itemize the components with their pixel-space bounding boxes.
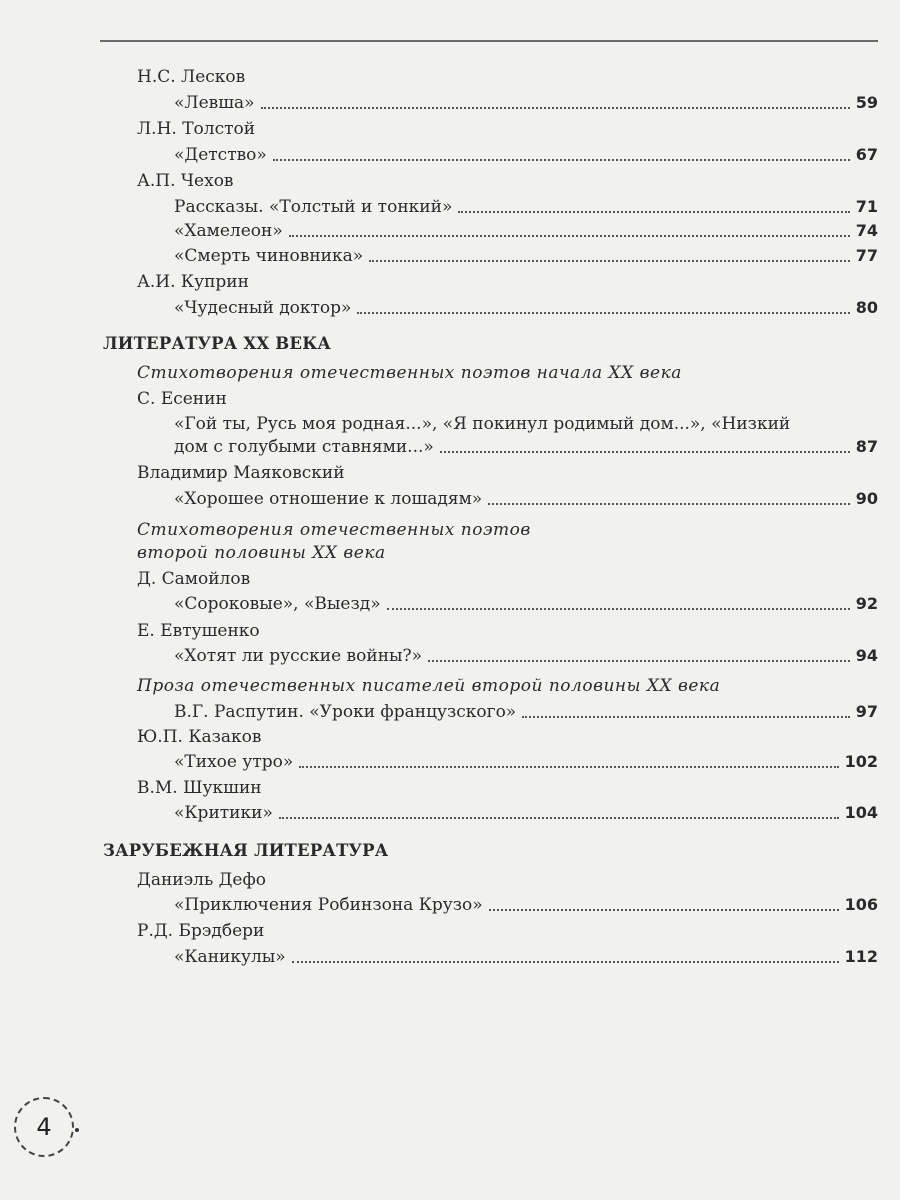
author-mayakovsky: Владимир Маяковский (137, 463, 345, 483)
author-kuprin: А.И. Куприн (137, 272, 249, 292)
entry-title: «Тихое утро» (174, 752, 294, 772)
dot-leader (273, 157, 850, 161)
section-heading-20th-century: ЛИТЕРАТУРА ХХ ВЕКА (103, 334, 332, 353)
toc-entry-sorokovye[interactable] (174, 593, 878, 615)
dot-leader (440, 449, 850, 453)
entry-page: 90 (855, 489, 878, 508)
dot-leader (289, 233, 850, 237)
entry-page: 97 (855, 702, 878, 721)
toc-entry-voiny[interactable] (174, 645, 878, 667)
entry-page: 87 (855, 437, 878, 456)
toc-entry-utro[interactable] (174, 751, 878, 773)
toc-entry-smert[interactable] (174, 245, 878, 267)
toc-entry-kritiki[interactable] (174, 802, 878, 824)
dot-leader (458, 209, 849, 213)
subsection-poets-early: Стихотворения отечественных поэтов начала ХХ века (137, 363, 682, 383)
toc-entry-rasputin[interactable] (174, 701, 878, 723)
dot-leader (279, 815, 839, 819)
author-leskov: Н.С. Лесков (137, 67, 246, 87)
entry-title: «Хамелеон» (174, 221, 283, 241)
dot-leader (387, 606, 850, 610)
dot-leader (489, 907, 839, 911)
entry-page: 92 (855, 594, 878, 613)
toc-entry-loshadi[interactable] (174, 488, 878, 510)
toc-entry-esenin-line1: «Гой ты, Русь моя родная...», «Я покинул родимый дом...», «Низкий (174, 414, 791, 434)
page-number-badge (14, 1097, 74, 1157)
dot-leader (299, 764, 838, 768)
entry-page: 67 (855, 145, 878, 164)
entry-page: 80 (855, 298, 878, 317)
author-shukshin: В.М. Шукшин (137, 778, 262, 798)
section-heading-foreign: ЗАРУБЕЖНАЯ ЛИТЕРАТУРА (103, 841, 389, 860)
author-bradbury: Р.Д. Брэдбери (137, 921, 265, 941)
entry-title: «Каникулы» (174, 947, 286, 967)
entry-title: «Сороковые», «Выезд» (174, 594, 381, 614)
toc-entry-khameleon[interactable] (174, 220, 878, 242)
author-defo: Даниэль Дефо (137, 870, 267, 890)
entry-title: В.Г. Распутин. «Уроки французского» (174, 702, 517, 722)
entry-title: «Смерть чиновника» (174, 246, 364, 266)
entry-title: «Приключения Робинзона Крузо» (174, 895, 483, 915)
entry-title: «Критики» (174, 803, 273, 823)
entry-page: 106 (844, 895, 878, 914)
dot-leader (261, 105, 850, 109)
toc-entry-tolstyi[interactable] (174, 196, 878, 218)
entry-page: 74 (855, 221, 878, 240)
entry-page: 102 (844, 752, 878, 771)
dot-leader (369, 258, 850, 262)
entry-page: 71 (855, 197, 878, 216)
entry-title: «Левша» (174, 93, 255, 113)
author-chekhov: А.П. Чехов (137, 171, 234, 191)
toc-entry-detstvo[interactable] (174, 144, 878, 166)
dot-leader (522, 714, 850, 718)
entry-page: 94 (855, 646, 878, 665)
author-evtushenko: Е. Евтушенко (137, 621, 260, 641)
toc-entry-kruzo[interactable] (174, 894, 878, 916)
top-rule (100, 40, 878, 42)
author-kazakov: Ю.П. Казаков (137, 727, 262, 747)
entry-page: 77 (855, 246, 878, 265)
subsection-poets-late-line2: второй половины ХХ века (137, 543, 386, 563)
subsection-prose: Проза отечественных писателей второй половины ХХ века (137, 676, 721, 696)
dot-leader (488, 501, 850, 505)
entry-title: «Детство» (174, 145, 267, 165)
decorative-dot (75, 1128, 79, 1132)
subsection-poets-late-line1: Стихотворения отечественных поэтов (137, 520, 531, 540)
author-samoilov: Д. Самойлов (137, 569, 251, 589)
dot-leader (357, 310, 849, 314)
toc-entry-kanikuly[interactable] (174, 946, 878, 968)
entry-title: Рассказы. «Толстый и тонкий» (174, 197, 453, 217)
author-tolstoy: Л.Н. Толстой (137, 119, 256, 139)
toc-entry-levsha[interactable] (174, 92, 878, 114)
dot-leader (428, 658, 850, 662)
dot-leader (292, 959, 839, 963)
toc-entry-esenin[interactable] (174, 436, 878, 458)
entry-page: 112 (844, 947, 878, 966)
toc-entry-doktor[interactable] (174, 297, 878, 319)
entry-title: «Хотят ли русские войны?» (174, 646, 423, 666)
entry-title: «Хорошее отношение к лошадям» (174, 489, 483, 509)
entry-page: 104 (844, 803, 878, 822)
entry-page: 59 (855, 93, 878, 112)
page-number: 4 (36, 1113, 52, 1141)
author-esenin: С. Есенин (137, 389, 227, 409)
entry-title: дом с голубыми ставнями...» (174, 437, 434, 457)
entry-title: «Чудесный доктор» (174, 298, 352, 318)
